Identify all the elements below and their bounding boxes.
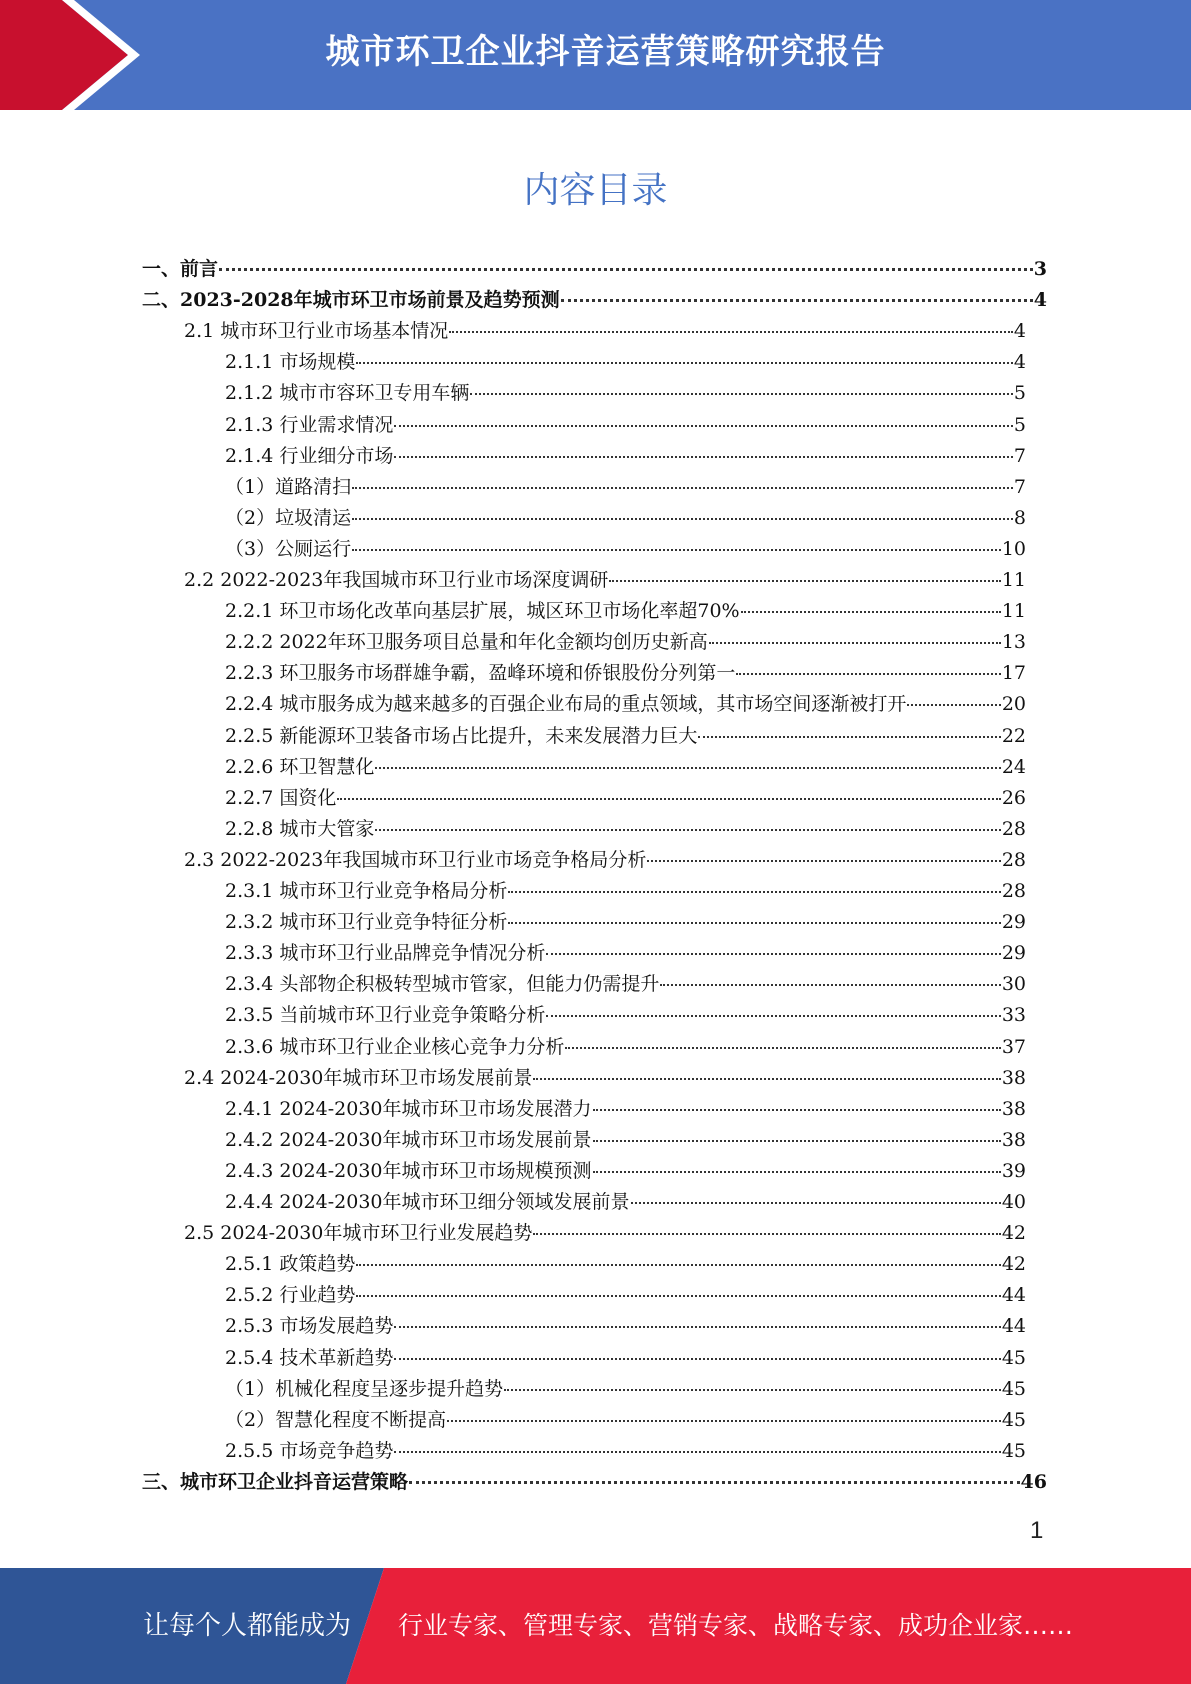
toc-entry[interactable] (225, 1125, 1026, 1156)
toc-dot-leader (698, 736, 1000, 738)
toc-entry-title: 2.3.1 城市环卫行业竞争格局分析 (225, 880, 508, 902)
toc-entry-title: （1）机械化程度呈逐步提升趋势 (225, 1377, 504, 1400)
toc-dot-leader (447, 1420, 1001, 1422)
toc-dot-leader (631, 1202, 1001, 1204)
toc-entry[interactable] (225, 596, 1026, 627)
toc-dot-leader (470, 393, 1013, 395)
toc-entry[interactable] (225, 1374, 1026, 1405)
toc-entry-page: 4 (1033, 289, 1047, 312)
toc-entry-title: 2.3.2 城市环卫行业竞争特征分析 (225, 911, 508, 934)
toc-entry-page: 46 (1020, 1470, 1047, 1493)
toc-entry[interactable] (225, 534, 1026, 565)
toc-dot-leader (593, 1171, 1001, 1173)
toc-entry[interactable] (225, 814, 1026, 845)
toc-entry-page: 24 (1001, 755, 1026, 778)
toc-dot-leader (741, 611, 1001, 613)
toc-entry-page: 29 (1001, 911, 1026, 934)
toc-entry-title: 2.3.4 头部物企积极转型城市管家，但能力仍需提升 (225, 973, 660, 996)
toc-entry-page: 42 (1001, 1253, 1026, 1276)
toc-entry-title: 2.5.5 市场竞争趋势 (225, 1439, 394, 1462)
toc-entry-page: 22 (1001, 724, 1026, 747)
toc-dot-leader (394, 425, 1013, 427)
toc-dot-leader (352, 518, 1013, 520)
toc-entry-page: 3 (1033, 258, 1047, 280)
toc-dot-leader (352, 487, 1013, 489)
footer-slogan-left: 让每个人都能成为 (143, 1611, 352, 1641)
toc-entry[interactable] (184, 316, 1026, 347)
header-band (0, 0, 1191, 110)
toc-dot-leader (647, 860, 1000, 862)
footer-slogan-right: 行业专家、管理专家、营销专家、战略专家、成功企业家…… (398, 1611, 1074, 1640)
toc-entry-page: 13 (1001, 631, 1026, 654)
toc-entry-title: 2.4.1 2024-2030年城市环卫市场发展潜力 (225, 1097, 592, 1120)
toc-dot-leader (508, 891, 1000, 893)
toc-entry-page: 28 (1001, 817, 1026, 840)
toc-entry-page: 33 (1001, 1004, 1026, 1027)
toc-entry-page: 26 (1001, 786, 1026, 809)
toc-entry[interactable] (142, 254, 1047, 285)
toc-entry-title: 2.5.2 行业趋势 (225, 1284, 356, 1307)
toc-entry-title: （2）垃圾清运 (225, 506, 352, 529)
toc-entry-title: 2.2.2 2022年环卫服务项目总量和年化金额均创历史新高 (225, 631, 708, 654)
toc-entry[interactable] (225, 472, 1026, 503)
toc-entry-title: 2.1.4 行业细分市场 (225, 444, 394, 467)
toc-entry-title: 2.5.4 技术革新趋势 (225, 1346, 394, 1369)
toc-entry-page: 20 (1001, 693, 1026, 716)
page-number: 1 (1030, 1517, 1044, 1544)
toc-entry-title: 2.1.1 市场规模 (225, 351, 356, 374)
toc-dot-leader (546, 1015, 1000, 1017)
toc-dot-leader (546, 953, 1000, 955)
toc-entry-page: 5 (1013, 413, 1026, 436)
toc-entry[interactable] (225, 689, 1026, 720)
toc-entry[interactable] (225, 1156, 1026, 1187)
toc-entry-page: 4 (1013, 320, 1026, 343)
toc-entry-page: 30 (1001, 973, 1026, 996)
toc-entry[interactable] (225, 503, 1026, 534)
toc-entry-page: 8 (1013, 506, 1026, 529)
toc-entry[interactable] (225, 1311, 1026, 1342)
toc-entry[interactable] (184, 845, 1026, 876)
toc-entry[interactable] (225, 441, 1026, 472)
toc-entry[interactable] (142, 1467, 1047, 1498)
toc-dot-leader (660, 984, 1000, 986)
toc-entry-title: 2.2.7 国资化 (225, 786, 337, 809)
toc-entry-page: 11 (1001, 600, 1026, 623)
toc-entry-title: 一、前言 (142, 258, 219, 280)
toc-entry[interactable] (225, 1280, 1026, 1311)
toc-dot-leader (449, 331, 1013, 333)
toc-entry[interactable] (225, 752, 1026, 783)
toc-entry-title: 2.3 2022-2023年我国城市环卫行业市场竞争格局分析 (184, 848, 647, 871)
toc-entry-title: 二、2023-2028年城市环卫市场前景及趋势预测 (142, 289, 560, 312)
toc-dot-leader (593, 1140, 1001, 1142)
toc-dot-leader (375, 767, 1000, 769)
toc-dot-leader (736, 673, 1000, 675)
toc-dot-leader (375, 829, 1000, 831)
toc-entry-title: 2.2.5 新能源环卫装备市场占比提升，未来发展潜力巨大 (225, 724, 698, 747)
toc-dot-leader (352, 549, 1001, 551)
toc-entry[interactable] (225, 1436, 1026, 1467)
document-title: 城市环卫企业抖音运营策略研究报告 (325, 32, 886, 72)
toc-entry-page: 45 (1001, 1408, 1026, 1431)
toc-entry[interactable] (225, 1094, 1026, 1125)
toc-dot-leader (593, 1109, 1001, 1111)
toc-entry-page: 10 (1001, 537, 1026, 560)
toc-entry[interactable] (225, 721, 1026, 752)
toc-dot-leader (356, 362, 1013, 364)
toc-entry-page: 17 (1001, 662, 1026, 685)
toc-entry-page: 44 (1001, 1315, 1026, 1338)
toc-dot-leader (356, 1295, 1000, 1297)
toc-entry-title: 2.2.3 环卫服务市场群雄争霸，盈峰环境和侨银股份分列第一 (225, 662, 736, 685)
toc-entry[interactable] (184, 1063, 1026, 1094)
toc-dot-leader (907, 704, 1000, 706)
toc-entry-title: 2.4.2 2024-2030年城市环卫市场发展前景 (225, 1128, 592, 1151)
toc-entry-page: 39 (1001, 1159, 1026, 1182)
toc-entry[interactable] (225, 627, 1026, 658)
toc-entry-title: 2.3.6 城市环卫行业企业核心竞争力分析 (225, 1035, 565, 1058)
toc-entry-page: 44 (1001, 1284, 1026, 1307)
toc-entry-page: 45 (1001, 1439, 1026, 1462)
toc-entry[interactable] (142, 285, 1047, 316)
toc-entry[interactable] (225, 378, 1026, 409)
toc-entry-title: 2.4 2024-2030年城市环卫市场发展前景 (184, 1066, 533, 1089)
toc-entry-page: 40 (1001, 1191, 1026, 1213)
toc-entry[interactable] (225, 876, 1026, 907)
toc-entry-page: 28 (1001, 880, 1026, 902)
toc-entry-title: （2）智慧化程度不断提高 (225, 1408, 447, 1431)
toc-entry-page: 7 (1013, 475, 1026, 498)
toc-entry-page: 38 (1001, 1097, 1026, 1120)
toc-entry-title: 2.2.6 环卫智慧化 (225, 755, 375, 778)
toc-entry[interactable] (225, 1405, 1026, 1436)
toc-dot-leader (219, 268, 1033, 271)
toc-entry[interactable] (184, 565, 1026, 596)
toc-entry-title: 2.5.1 政策趋势 (225, 1253, 356, 1276)
toc-entry[interactable] (225, 1343, 1026, 1374)
toc-entry-title: 2.2.4 城市服务成为越来越多的百强企业布局的重点领域，其市场空间逐渐被打开 (225, 693, 907, 716)
toc-entry-title: 2.3.3 城市环卫行业品牌竞争情况分析 (225, 942, 546, 965)
toc-entry-title: （3）公厕运行 (225, 537, 352, 560)
toc-entry-title: 2.1 城市环卫行业市场基本情况 (184, 320, 449, 343)
toc-entry[interactable] (225, 347, 1026, 378)
toc-entry-title: 2.1.3 行业需求情况 (225, 413, 394, 436)
toc-heading: 内容目录 (523, 170, 668, 211)
toc-entry[interactable] (225, 1187, 1026, 1218)
toc-entry[interactable] (225, 658, 1026, 689)
toc-entry-title: 2.5.3 市场发展趋势 (225, 1315, 394, 1338)
toc-entry-title: 2.5 2024-2030年城市环卫行业发展趋势 (184, 1222, 533, 1245)
toc-dot-leader (709, 642, 1001, 644)
toc-entry-page: 28 (1001, 848, 1026, 871)
toc-entry-title: 2.4.3 2024-2030年城市环卫市场规模预测 (225, 1159, 592, 1182)
toc-entry-page: 45 (1001, 1346, 1026, 1369)
toc-entry-page: 4 (1013, 351, 1026, 374)
toc-entry-title: 三、城市环卫企业抖音运营策略 (142, 1470, 409, 1493)
toc-entry[interactable] (225, 783, 1026, 814)
toc-entry-page: 45 (1001, 1377, 1026, 1400)
toc-entry-page: 7 (1013, 444, 1026, 467)
toc-dot-leader (356, 1264, 1000, 1266)
toc-entry-page: 37 (1001, 1035, 1026, 1058)
toc-entry-title: 2.2.8 城市大管家 (225, 817, 375, 840)
toc-entry-page: 29 (1001, 942, 1026, 965)
toc-dot-leader (609, 580, 1000, 582)
toc-entry-title: 2.3.5 当前城市环卫行业竞争策略分析 (225, 1004, 546, 1027)
toc-entry-page: 11 (1001, 569, 1026, 591)
toc-dot-leader (533, 1078, 1000, 1080)
toc-dot-leader (394, 1451, 1000, 1453)
toc-entry[interactable] (225, 1249, 1026, 1280)
toc-entry[interactable] (225, 969, 1026, 1000)
toc-dot-leader (394, 1326, 1000, 1328)
toc-entry-page: 5 (1013, 382, 1026, 405)
toc-entry-page: 38 (1001, 1128, 1026, 1151)
toc-dot-leader (394, 456, 1013, 458)
toc-dot-leader (508, 922, 1000, 924)
toc-entry-title: （1）道路清扫 (225, 475, 352, 498)
toc-entry-title: 2.2.1 环卫市场化改革向基层扩展，城区环卫市场化率超70% (225, 600, 740, 623)
toc-entry[interactable] (225, 907, 1026, 938)
toc-entry[interactable] (225, 1000, 1026, 1031)
toc-entry-page: 42 (1001, 1222, 1026, 1245)
toc-dot-leader (533, 1233, 1000, 1235)
toc-entry-page: 38 (1001, 1066, 1026, 1089)
toc-entry[interactable] (225, 410, 1026, 441)
footer-band (0, 1568, 1191, 1684)
toc-dot-leader (504, 1389, 1001, 1391)
toc-dot-leader (337, 798, 1000, 800)
toc-entry[interactable] (225, 1032, 1026, 1063)
toc-entry[interactable] (184, 1218, 1026, 1249)
toc-dot-leader (565, 1047, 1000, 1049)
toc-entry-title: 2.4.4 2024-2030年城市环卫细分领域发展前景 (225, 1191, 630, 1213)
toc-entry[interactable] (225, 938, 1026, 969)
toc-dot-leader (561, 299, 1033, 302)
toc-entry-title: 2.2 2022-2023年我国城市环卫行业市场深度调研 (184, 569, 609, 591)
toc-dot-leader (409, 1481, 1020, 1484)
toc-dot-leader (394, 1358, 1000, 1360)
toc-entry-title: 2.1.2 城市市容环卫专用车辆 (225, 382, 470, 405)
